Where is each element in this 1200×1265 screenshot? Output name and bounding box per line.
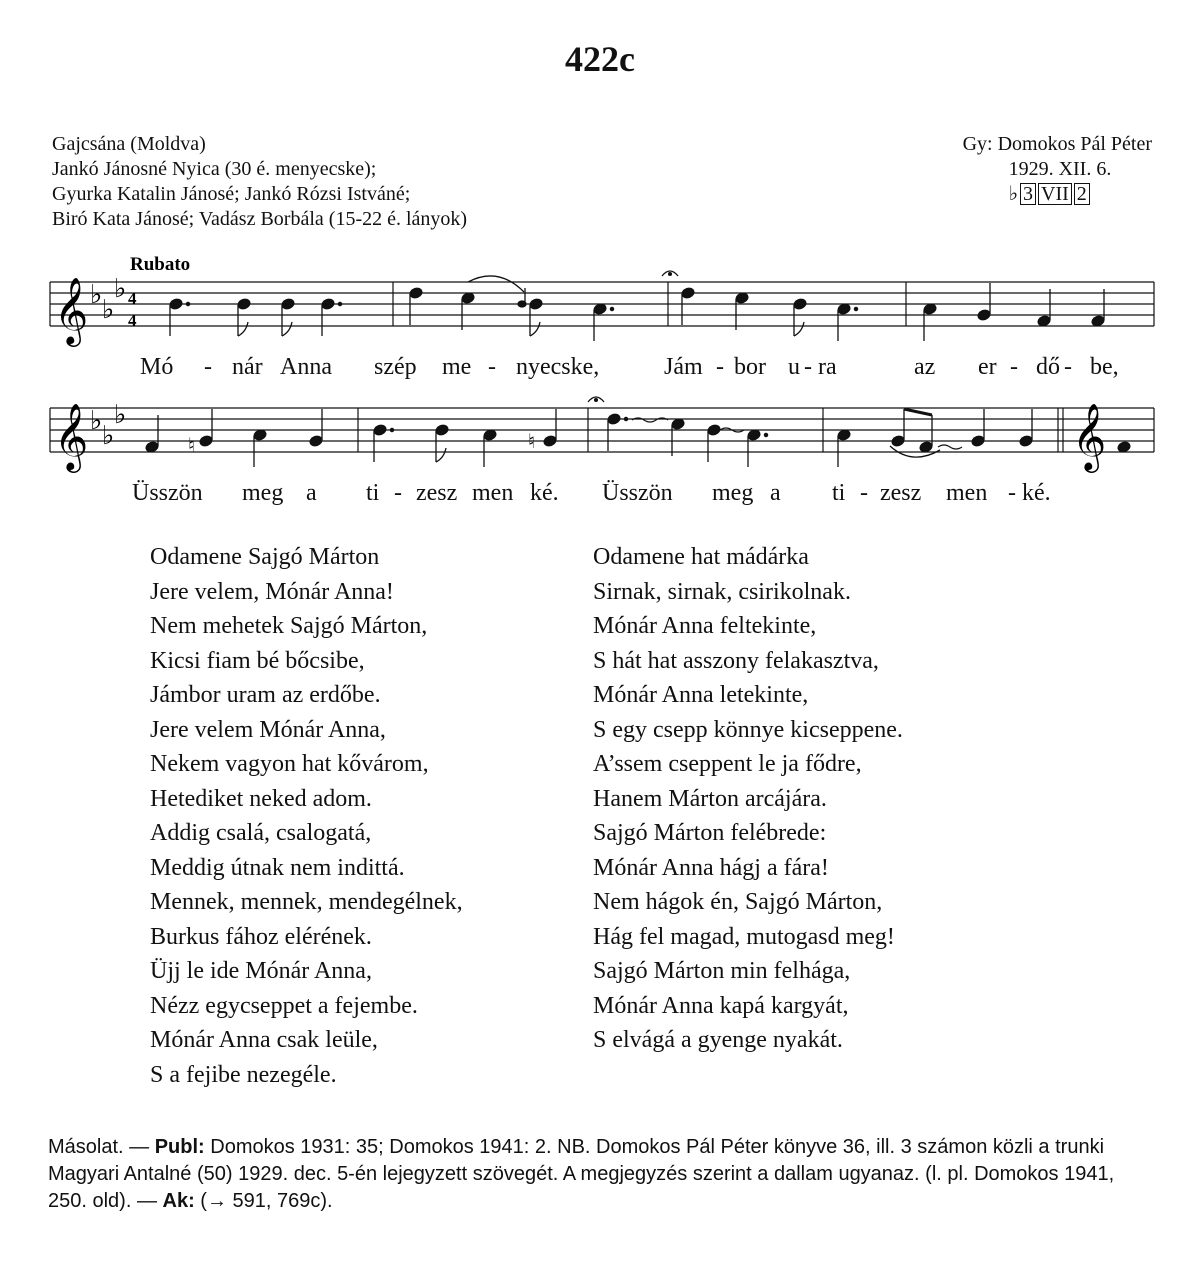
poem-line: Sajgó Márton felébrede: — [593, 820, 827, 846]
svg-text:az: az — [914, 354, 936, 380]
staff-2 — [50, 408, 1154, 452]
svg-text:-: - — [1010, 354, 1018, 380]
performers-line: Gyurka Katalin Jánosé; Jankó Rózsi Istváné; — [52, 183, 411, 205]
poem-line: Mennek, mennek, mendegélnek, — [150, 889, 463, 915]
flat-icon: ♭ — [102, 295, 115, 325]
svg-text:-: - — [1008, 480, 1016, 506]
flat-icon: ♭ — [114, 400, 127, 430]
poem-line: Üjj le ide Mónár Anna, — [150, 958, 372, 984]
svg-text:-: - — [804, 354, 812, 380]
poem-line: Nekem vagyon hat kővárom, — [150, 751, 429, 777]
class-box: 3 — [1020, 183, 1036, 205]
poem-line: Mónár Anna kapá kargyát, — [593, 992, 849, 1019]
svg-text:ti: ti — [366, 480, 380, 506]
poem-line: S hát hat asszony felakasztva, — [593, 647, 879, 674]
svg-text:-: - — [394, 480, 402, 506]
svg-text:szép: szép — [374, 354, 417, 380]
svg-text:-: - — [204, 354, 212, 380]
publ-label: Publ: — [154, 1136, 205, 1158]
performers-line: Jankó Jánosné Nyica (30 é. menyecske); — [52, 158, 377, 180]
svg-text:Üsszön: Üsszön — [132, 480, 203, 506]
lyrics-line-2 — [132, 480, 1051, 506]
time-sig-top: 4 — [128, 289, 137, 308]
poem-line: Jere velem, Mónár Anna! — [150, 578, 394, 605]
poem-line: Jámbor uram az erdőbe. — [150, 682, 381, 708]
poem-line: A’ssem cseppent le ja fődre, — [593, 751, 862, 777]
svg-text:nyecske,: nyecske, — [516, 354, 600, 380]
music-score — [48, 250, 1158, 515]
flat-sign: ♭ — [1008, 183, 1018, 205]
svg-text:Anna: Anna — [280, 354, 332, 380]
lyrics-line-1 — [140, 354, 1119, 380]
poem-line: Kicsi fiam bé bőcsibe, — [150, 647, 365, 674]
svg-text:ké.: ké. — [1022, 480, 1051, 506]
poem-line: S elvágá a gyenge nyakát. — [593, 1027, 843, 1053]
classification — [963, 182, 1152, 207]
ak-label: Ak: — [162, 1190, 195, 1212]
flat-icon: ♭ — [90, 406, 103, 436]
treble-clef-icon: 𝄞 — [54, 402, 89, 470]
poem-line: Hág fel magad, mutogasd meg! — [593, 923, 895, 950]
svg-text:ti: ti — [832, 480, 846, 506]
poem-line: Burkus fához elérének. — [150, 923, 372, 950]
footnote-text: Domokos 1931: 35; Domokos 1941: 2. NB. Domokos Pál Péter könyve 36, ill. 3 számon közli a trunki Magyari Antalné (50) 1929. dec. 5-én lejegyzett szövegét. A megjegyzés szerint a dallam ugyanaz. (l. pl. Domokos 1941, 250. old). — — [48, 1136, 1115, 1212]
time-sig-bottom: 4 — [128, 311, 137, 330]
svg-text:♮: ♮ — [528, 429, 536, 453]
poem-line: Odamene hat mádárka — [593, 544, 809, 570]
svg-text:Mó: Mó — [140, 354, 174, 380]
poem-line: S egy csepp könnye kicseppene. — [593, 716, 903, 743]
poem-line: Sajgó Márton min felhága, — [593, 958, 851, 984]
poem-line: Mónár Anna feltekinte, — [593, 613, 817, 639]
svg-text:a: a — [306, 480, 317, 506]
poem-line: Nem mehetek Sajgó Márton, — [150, 613, 428, 639]
poem-column-right — [593, 540, 903, 1058]
svg-text:♮: ♮ — [188, 433, 196, 457]
song-number: 422c — [565, 39, 635, 79]
svg-text:er: er — [978, 354, 997, 380]
tempo-marking: Rubato — [130, 254, 191, 275]
footnote — [48, 1134, 1158, 1215]
svg-text:meg: meg — [242, 480, 284, 506]
svg-text:ra: ra — [818, 354, 837, 380]
class-box: 2 — [1074, 183, 1090, 205]
collection-date: 1929. XII. 6. — [1008, 158, 1112, 180]
svg-text:-: - — [1064, 354, 1072, 380]
svg-text:zesz: zesz — [416, 480, 458, 506]
svg-text:-: - — [860, 480, 868, 506]
svg-text:men: men — [946, 480, 988, 506]
poem-line: Mónár Anna hágj a fára! — [593, 854, 829, 881]
poem-line: Hanem Márton arcájára. — [593, 785, 827, 812]
svg-text:Jám: Jám — [664, 354, 703, 380]
class-box: VII — [1038, 183, 1072, 205]
poem-line: Sirnak, sirnak, csirikolnak. — [593, 578, 851, 605]
collector: Gy: Domokos Pál Péter — [962, 133, 1152, 155]
poem-line: Meddig útnak nem indittá. — [150, 854, 405, 881]
poem-line: Nem hágok én, Sajgó Márton, — [593, 889, 883, 915]
treble-clef-icon: 𝄞 — [1072, 402, 1107, 470]
poem-line: Addig csalá, csalogatá, — [150, 820, 372, 846]
svg-text:me: me — [442, 354, 472, 380]
poem-line: Odamene Sajgó Márton — [150, 544, 380, 570]
treble-clef-icon: 𝄞 — [54, 276, 89, 344]
svg-text:bor: bor — [734, 354, 766, 380]
svg-text:nár: nár — [232, 354, 263, 380]
svg-text:Üsszön: Üsszön — [602, 480, 673, 506]
svg-text:dő: dő — [1036, 354, 1060, 380]
footnote-text: Másolat. — — [48, 1136, 155, 1158]
collector-info — [963, 132, 1152, 207]
performers-line: Biró Kata Jánosé; Vadász Borbála (15-22 é. lányok) — [52, 208, 468, 230]
poem-line: Mónár Anna letekinte, — [593, 682, 809, 708]
poem-line: Hetediket neked adom. — [150, 785, 372, 812]
flat-icon: ♭ — [102, 421, 115, 451]
svg-text:-: - — [488, 354, 496, 380]
svg-text:zesz: zesz — [880, 480, 922, 506]
poem-line: Mónár Anna csak leüle, — [150, 1027, 378, 1053]
poem-line: S a fejibe nezegéle. — [150, 1061, 337, 1088]
place: Gajcsána (Moldva) — [52, 133, 206, 155]
poem-line: Nézz egycseppet a fejembe. — [150, 992, 418, 1019]
svg-text:meg: meg — [712, 480, 754, 506]
source-info — [52, 132, 467, 232]
flat-icon: ♭ — [90, 280, 103, 310]
poem-column-left — [150, 540, 463, 1092]
svg-text:u: u — [788, 354, 800, 380]
svg-text:men: men — [472, 480, 514, 506]
svg-text:be,: be, — [1090, 354, 1119, 380]
flat-icon: ♭ — [114, 274, 127, 304]
svg-text:ké.: ké. — [530, 480, 559, 506]
svg-text:a: a — [770, 480, 781, 506]
footnote-text: (→ 591, 769c). — [194, 1190, 333, 1212]
svg-text:-: - — [716, 354, 724, 380]
poem-line: Jere velem Mónár Anna, — [150, 716, 386, 743]
